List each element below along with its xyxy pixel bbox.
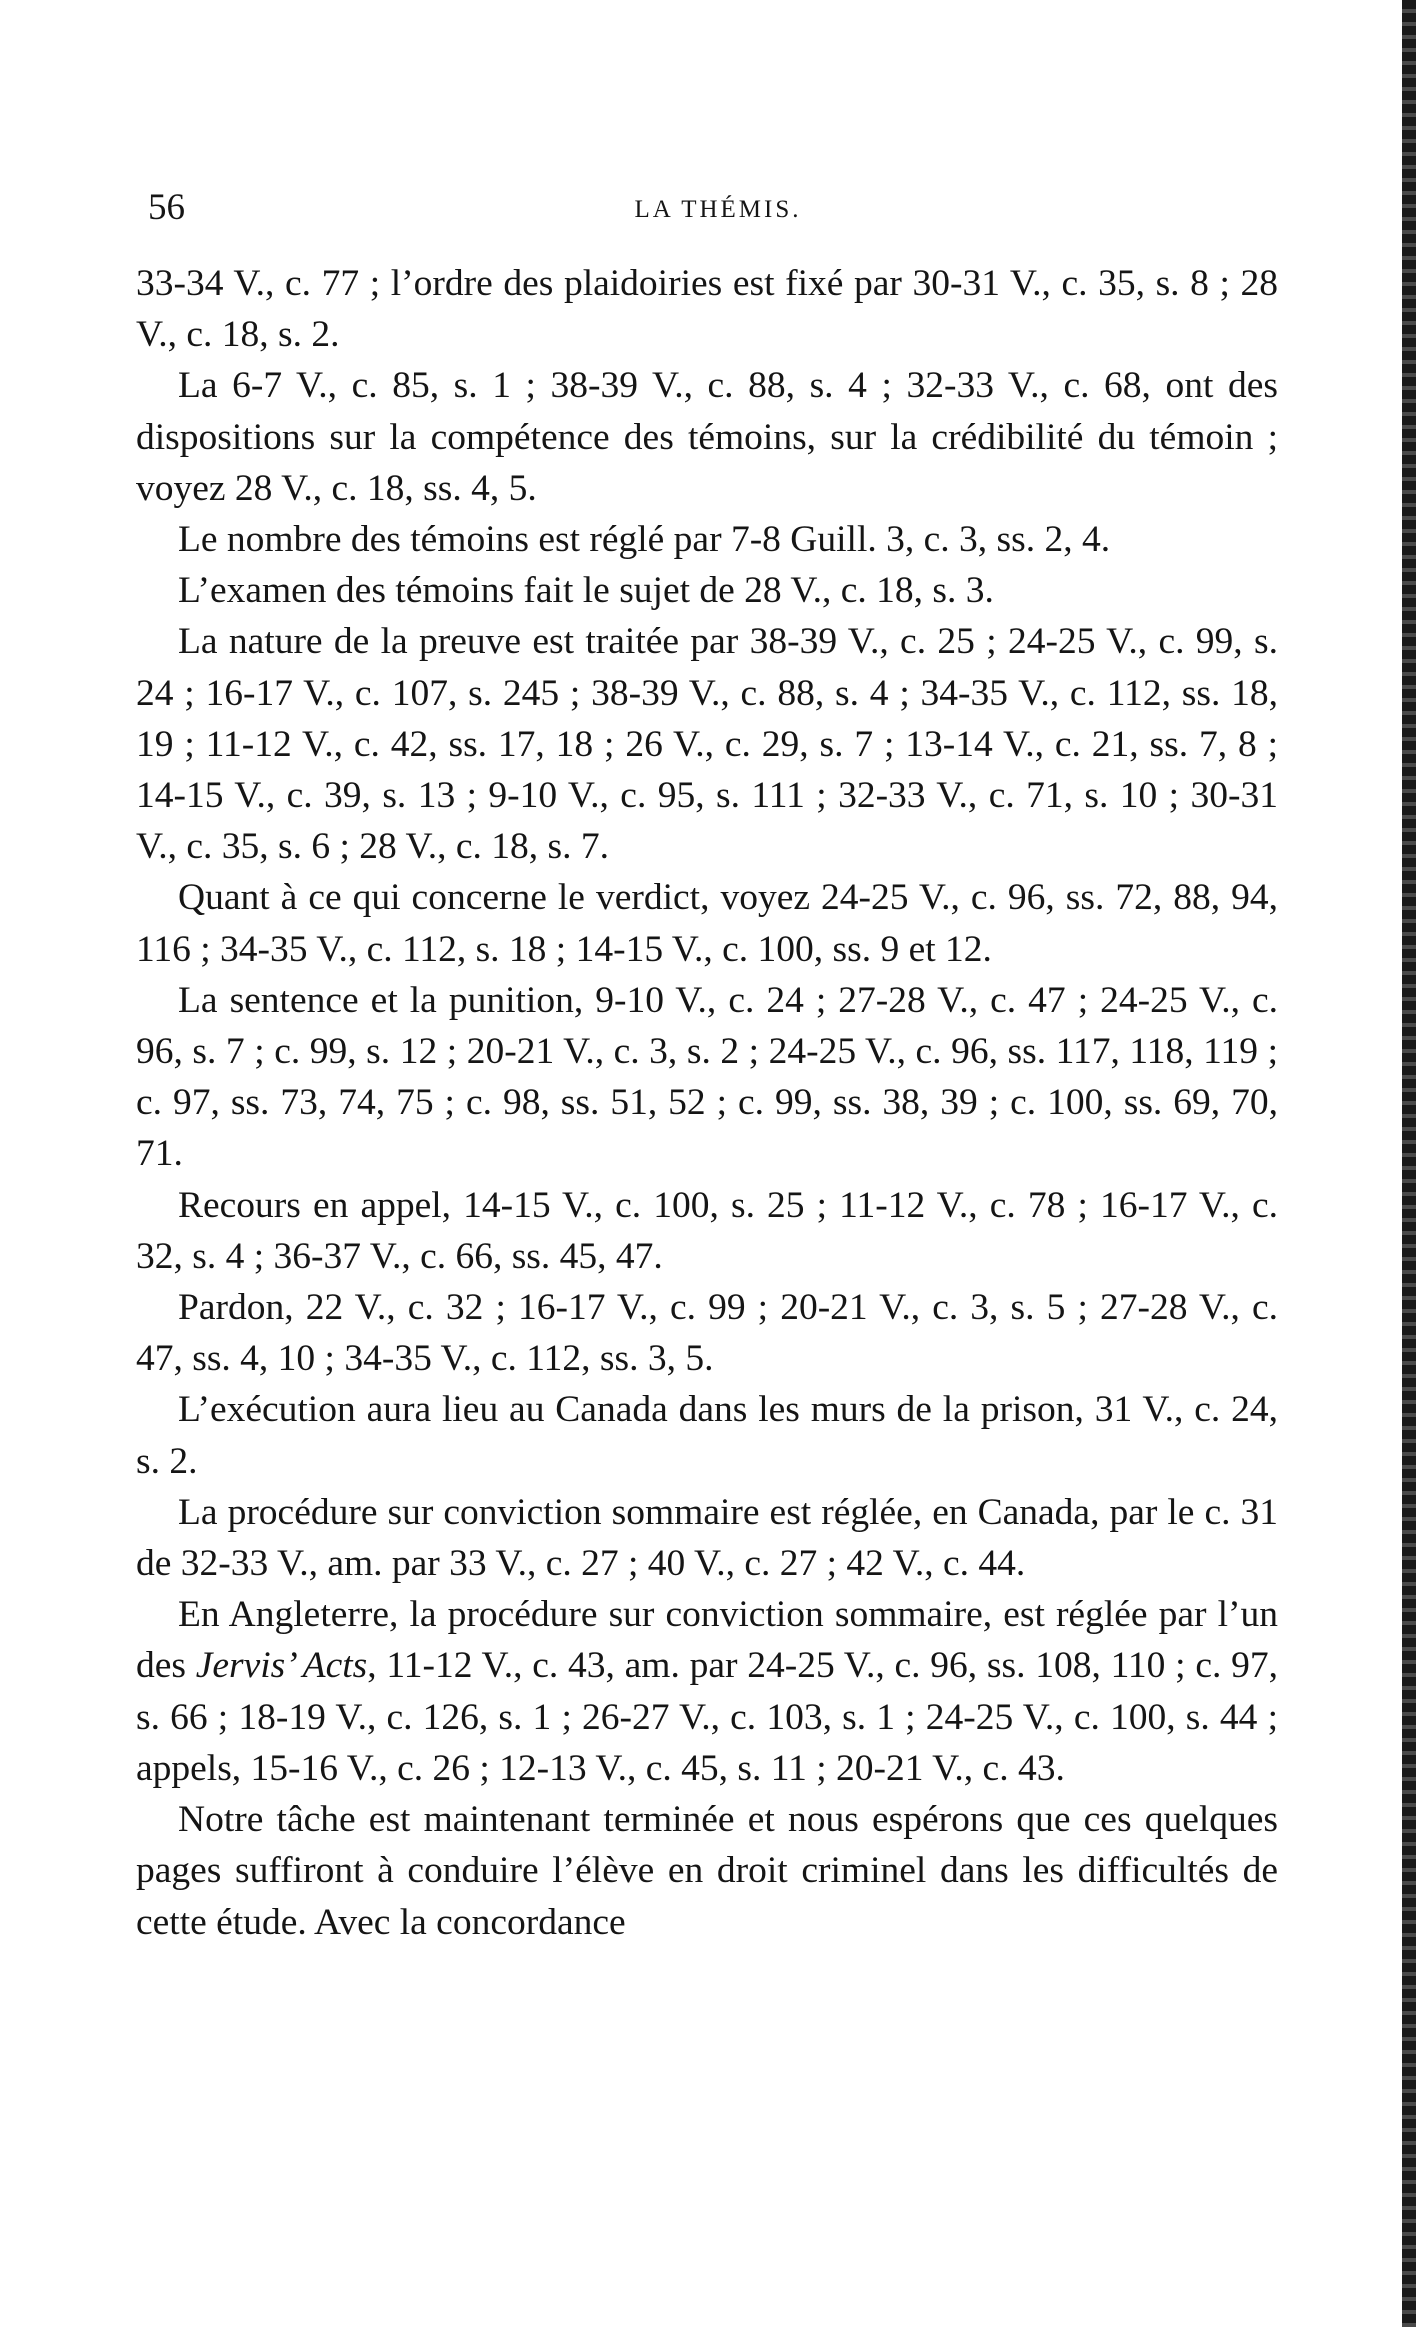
paragraph-procedure-canada: La procédure sur conviction sommaire est réglée, en Canada, par le c. 31 de 32-33 V., am. par 33 V., c. 27 ; 40 V., c. 27 ; 42 V., c. 44. — [136, 1491, 1278, 1585]
paragraph-competence-temoins: La 6-7 V., c. 85, s. 1 ; 38-39 V., c. 88, s. 4 ; 32-33 V., c. 68, ont des dispositions sur la compétence des témoins, sur la crédibilité du témoin ; voyez 28 V., c. 18, ss. 4, 5. — [136, 365, 1278, 509]
page-header — [148, 186, 1288, 236]
paragraph-conclusion: Notre tâche est maintenant terminée et nous espérons que ces quelques pages suffiront à conduire l’élève en droit criminel dans les difficultés de cette étude. Avec la concordance — [136, 1799, 1278, 1943]
paragraph-nombre-temoins: Le nombre des témoins est réglé par 7-8 Guill. 3, c. 3, ss. 2, 4. — [178, 519, 1111, 561]
body-text — [136, 258, 1278, 1948]
paragraph-recours-appel: Recours en appel, 14-15 V., c. 100, s. 25 ; 11-12 V., c. 78 ; 16-17 V., c. 32, s. 4 ; 36-37 V., c. 66, ss. 45, 47. — [136, 1184, 1278, 1277]
paragraph-execution: L’exécution aura lieu au Canada dans les murs de la prison, 31 V., c. 24, s. 2. — [136, 1389, 1278, 1482]
paragraph-nature-preuve: La nature de la preuve est traitée par 38-39 V., c. 25 ; 24-25 V., c. 99, s. 24 ; 16-17 V., c. 107, s. 245 ; 38-39 V., c. 88, s. 4 ; 34-35 V., c. 112, ss. 18, 19 ; 11-12 V., c. 42, ss. 17, 18 ; 26 V., c. 29, s. 7 ; 13-14 V., c. 21, ss. 7, 8 ; 14-15 V., c. 39, s. 13 ; 9-10 V., c. 95, s. 111 ; 32-33 V., c. 71, s. 10 ; 30-31 V., c. 35, s. 6 ; 28 V., c. 18, s. 7. — [136, 621, 1278, 868]
paragraph-sentence-punition: La sentence et la punition, 9-10 V., c. 24 ; 27-28 V., c. 47 ; 24-25 V., c. 96, s. 7 ; c. 99, s. 12 ; 20-21 V., c. 3, s. 2 ; 24-25 V., c. 96, ss. 117, 118, 119 ; c. 97, ss. 73, 74, 75 ; c. 98, ss. 51, 52 ; c. 99, ss. 38, 39 ; c. 100, ss. 69, 70, 71. — [136, 979, 1278, 1175]
page-number: 56 — [148, 187, 185, 228]
angleterre-text-before: En Angleterre, la procédure sur conviction sommaire, est réglée par l’un des — [136, 1594, 1278, 1687]
paragraph-procedure-angleterre — [136, 1589, 1278, 1794]
paragraph-pardon: Pardon, 22 V., c. 32 ; 16-17 V., c. 99 ; 20-21 V., c. 3, s. 5 ; 27-28 V., c. 47, ss. 4, 10 ; 34-35 V., c. 112, ss. 3, 5. — [136, 1287, 1278, 1380]
jervis-acts-title: Jervis’ Acts — [195, 1645, 368, 1687]
paragraph-continued: 33-34 V., c. 77 ; l’ordre des plaidoiries est fixé par 30-31 V., c. 35, s. 8 ; 28 V., c. 18, s. 2. — [136, 263, 1278, 356]
running-title: LA THÉMIS. — [634, 196, 802, 223]
paragraph-verdict: Quant à ce qui concerne le verdict, voyez 24-25 V., c. 96, ss. 72, 88, 94, 116 ; 34-35 V., c. 112, s. 18 ; 14-15 V., c. 100, ss. 9 et 12. — [136, 877, 1278, 970]
page-edge-binding — [1402, 0, 1416, 2327]
paragraph-examen-temoins: L’examen des témoins fait le sujet de 28 V., c. 18, s. 3. — [178, 570, 994, 612]
angleterre-text-after: , 11-12 V., c. 43, am. par 24-25 V., c. 96, ss. 108, 110 ; c. 97, s. 66 ; 18-19 V., c. 126, s. 1 ; 26-27 V., c. 103, s. 1 ; 24-25 V., c. 100, s. 44 ; appels, 15-16 V., c. 26 ; 12-13 V., c. 45, s. 11 ; 20-21 V., c. 43. — [136, 1645, 1278, 1789]
